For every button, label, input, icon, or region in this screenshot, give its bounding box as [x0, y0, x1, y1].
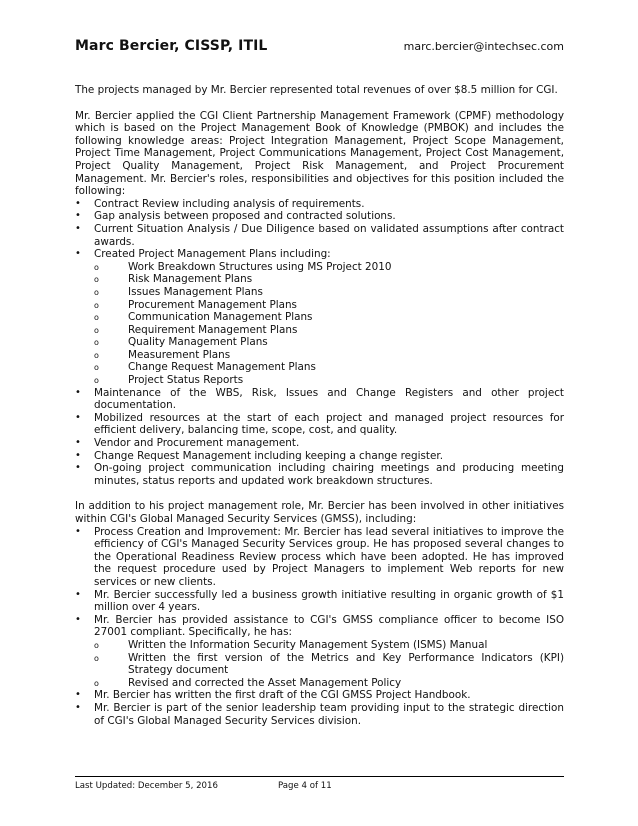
- circle-bullet-icon: o: [94, 313, 99, 323]
- gmss-initiatives-list: [75, 526, 564, 728]
- sublist-item: o Risk Management Plans: [94, 273, 253, 286]
- list-item: • Vendor and Procurement management.: [75, 437, 300, 450]
- gmss-paragraph: In addition to his project management role, Mr. Bercier has been involved in other initiatives within CGI's Global Managed Security Services (GMSS), including:: [75, 500, 564, 525]
- list-item: • Process Creation and Improvement: Mr. Bercier has lead several initiatives to improve the efficiency of CGI's Managed Security Services group. He has proposed several changes to the Operational Readiness Review process which have been adopted. He has improved the request procedure used by Project Managers to implement Web reports for new services or new clients.: [75, 525, 564, 588]
- sublist-item: o Work Breakdown Structures using MS Project 2010: [94, 260, 392, 273]
- circle-bullet-icon: o: [94, 275, 99, 285]
- sublist-item: o Issues Management Plans: [94, 285, 263, 298]
- list-item: • Current Situation Analysis / Due Diligence based on validated assumptions after contract awards.: [75, 222, 564, 248]
- sublist-item: o Measurement Plans: [94, 348, 231, 361]
- bullet-icon: •: [75, 210, 81, 222]
- footer-divider: [75, 776, 564, 777]
- circle-bullet-icon: o: [94, 376, 99, 386]
- bullet-icon: •: [75, 701, 81, 713]
- list-item: • Created Project Management Plans including: o Work Breakdown Structures using MS Project 2010 o Risk Management Plans o Issues Management Plans o Procurement Management Plans o Communication Management Plans o Requirement Management Plans o Quality Management Plans o Measurement Plans o Change Request Management Plans o Project Status Reports: [75, 248, 564, 387]
- list-item: • Mobilized resources at the start of each project and managed project resources for efficient delivery, balancing time, scope, cost, and quality.: [75, 411, 564, 437]
- plans-sublist: [75, 261, 564, 387]
- bullet-icon: •: [75, 248, 81, 260]
- bullet-icon: •: [75, 222, 81, 234]
- methodology-paragraph: Mr. Bercier applied the CGI Client Partnership Management Framework (CPMF) methodology which is based on the Project Management Book of Knowledge (PMBOK) and includes the following knowledge areas: Project Integration Management, Project Scope Management, Project Time Management, Project Communications Management, Project Cost Management, Project Quality Management, Project Risk Management, and Project Procurement Management. Mr. Bercier's roles, responsibilities and objectives for this position included the following:: [75, 109, 564, 198]
- list-item: • Mr. Bercier has written the first draft of the CGI GMSS Project Handbook.: [75, 689, 471, 702]
- circle-bullet-icon: o: [94, 300, 99, 310]
- list-item: • Contract Review including analysis of requirements.: [75, 197, 365, 210]
- footer-last-updated: Last Updated: December 5, 2016: [75, 781, 218, 791]
- bullet-icon: •: [75, 449, 81, 461]
- revenue-paragraph: The projects managed by Mr. Bercier represented total revenues of over $8.5 million for CGI.: [75, 84, 558, 96]
- responsibilities-list: [75, 198, 564, 488]
- circle-bullet-icon: o: [94, 262, 99, 272]
- list-item: • Maintenance of the WBS, Risk, Issues and Change Registers and other project documentation.: [75, 386, 564, 412]
- sublist-item: o Procurement Management Plans: [94, 298, 297, 311]
- bullet-icon: •: [75, 386, 81, 398]
- sublist-item: o Written the Information Security Management System (ISMS) Manual: [94, 638, 488, 651]
- bullet-icon: •: [75, 462, 81, 474]
- circle-bullet-icon: o: [94, 653, 99, 663]
- circle-bullet-icon: o: [94, 338, 99, 348]
- sublist-item: o Project Status Reports: [94, 374, 244, 387]
- bullet-icon: •: [75, 525, 81, 537]
- footer-page-number: Page 4 of 11: [278, 781, 332, 791]
- bullet-icon: •: [75, 613, 81, 625]
- circle-bullet-icon: o: [94, 363, 99, 373]
- bullet-icon: •: [75, 437, 81, 449]
- sublist-item: o Requirement Management Plans: [94, 323, 298, 336]
- circle-bullet-icon: o: [94, 350, 99, 360]
- list-item: • Change Request Management including keeping a change register.: [75, 449, 443, 462]
- list-item: • Mr. Bercier has provided assistance to CGI's GMSS compliance officer to become ISO 27001 compliant. Specifically, he has: o Written the Information Security Management System (ISMS) Manual o Written the first version of the Metrics and Key Performance Indicators (KPI) Strategy document o Revised and corrected the Asset Management Policy: [75, 613, 564, 689]
- circle-bullet-icon: o: [94, 287, 99, 297]
- list-item: • Gap analysis between proposed and contracted solutions.: [75, 210, 396, 223]
- circle-bullet-icon: o: [94, 678, 99, 688]
- list-item: • On-going project communication including chairing meetings and producing meeting minutes, status reports and updated work breakdown structures.: [75, 462, 564, 487]
- circle-bullet-icon: o: [94, 325, 99, 335]
- header-email: marc.bercier@intechsec.com: [403, 40, 564, 53]
- iso-sublist: [75, 639, 564, 689]
- bullet-icon: •: [75, 197, 81, 209]
- sublist-item: o Written the first version of the Metrics and Key Performance Indicators (KPI) Strategy document: [94, 651, 564, 677]
- page-content: [75, 84, 564, 727]
- sublist-item: o Communication Management Plans: [94, 311, 313, 324]
- bullet-icon: •: [75, 411, 81, 423]
- list-item: • Mr. Bercier successfully led a business growth initiative resulting in organic growth of $1 million over 4 years.: [75, 588, 564, 614]
- bullet-icon: •: [75, 588, 81, 600]
- sublist-item: o Quality Management Plans: [94, 336, 268, 349]
- bullet-icon: •: [75, 689, 81, 701]
- sublist-item: o Revised and corrected the Asset Management Policy: [94, 676, 402, 689]
- sublist-item: o Change Request Management Plans: [94, 361, 316, 374]
- list-item: • Mr. Bercier is part of the senior leadership team providing input to the strategic direction of CGI's Global Managed Security Services division.: [75, 701, 564, 727]
- circle-bullet-icon: o: [94, 640, 99, 650]
- header-name: Marc Bercier, CISSP, ITIL: [75, 38, 268, 54]
